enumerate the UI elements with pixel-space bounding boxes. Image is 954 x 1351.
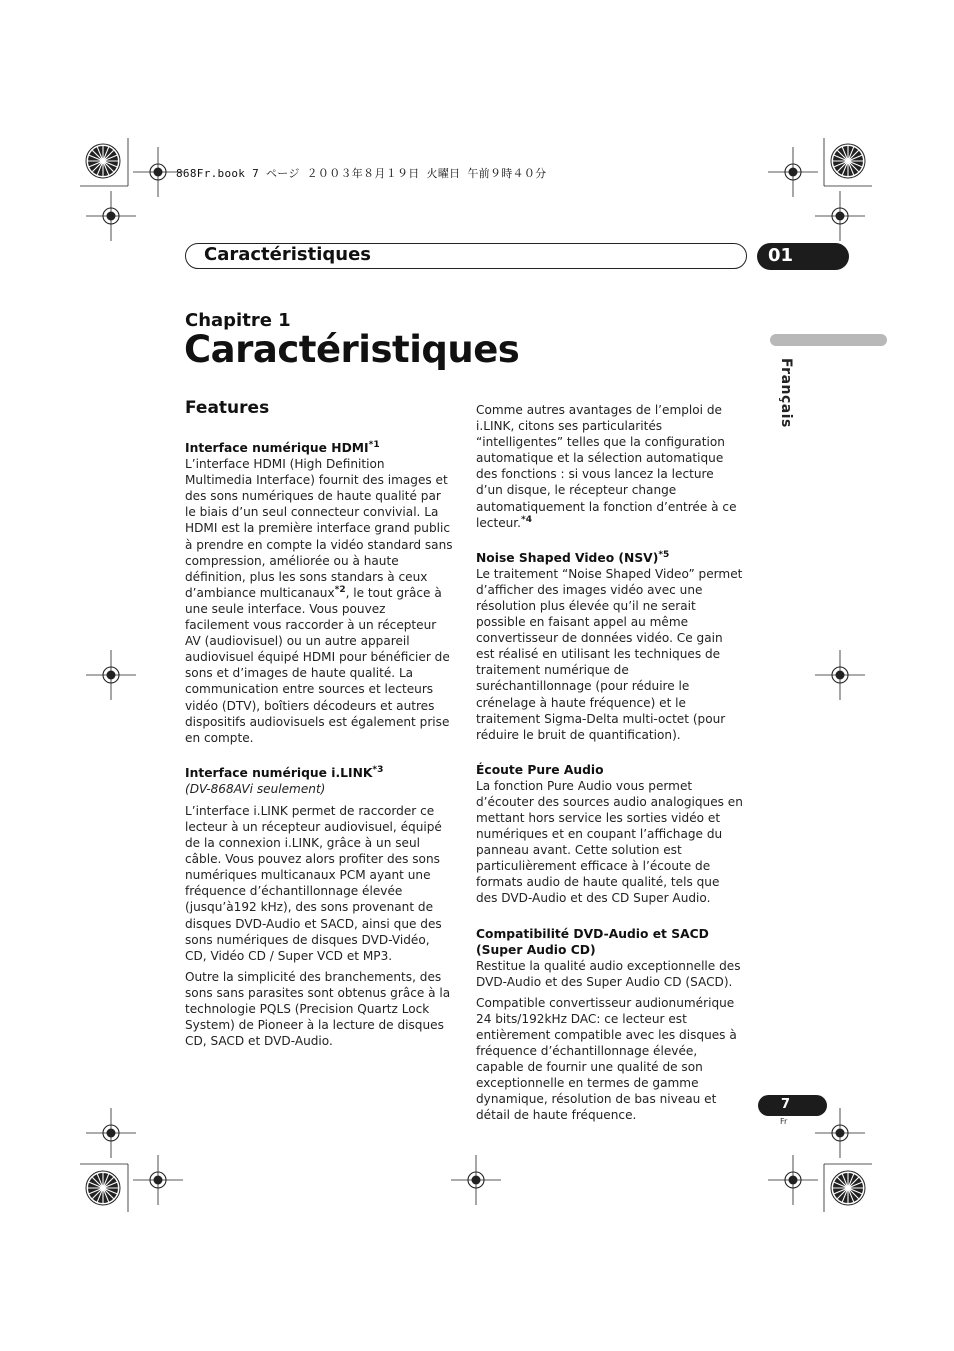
language-tab-bar bbox=[770, 334, 887, 346]
page-number-badge bbox=[758, 1095, 827, 1116]
nsv-heading: Noise Shaped Video (NSV)$^{*5}$ bbox=[476, 549, 670, 565]
ilink-model-note: (DV-868AVi seulement) bbox=[185, 781, 326, 796]
chapter-label: Chapitre 1 bbox=[185, 310, 291, 331]
language-tab-label: Français bbox=[778, 358, 794, 428]
sacd-paragraph-1: Restitue la qualité audio exceptionnelle des DVD-Audio et des Super Audio CD (SACD). bbox=[476, 958, 741, 989]
page-title: Caractéristiques bbox=[184, 328, 520, 371]
hdmi-paragraph: L’interface HDMI (High Definition Multimedia Interface) fournit des images et des sons numériques de haute qualité par le biais d’un seul connecteur convivial. La HDMI est la première interface grand public à prendre en compte la vidéo standard sans compression, améliorée ou à haute définition, plus les sons standars à ceux d’ambiance multicanaux$^{*2}$, le tout grâce à une seule interface. Vous pouvez facilement vous raccorder à un récepteur AV (audiovisuel) ou un autre appareil audiovisuel équipé HDMI pour bénéficier de sons et d’images de haute qualité. La communication entre sources et lecteurs vidéo (DTV), boîtiers décodeurs et autres dispositifs audiovisuels est également prise en compte. bbox=[185, 457, 453, 745]
nsv-paragraph: Le traitement “Noise Shaped Video” permet d’afficher des images vidéo avec une résolution plus élevée qu’il ne serait possible en faisant appel au même convertisseur de données vidéo. Ce gain est réalisé en utilisant les techniques de traitement numérique de suréchantillonnage (pour réduire le crénelage à haute fréquence) et le traitement Sigma-Delta multi-octet (pour réduire le bruit de quantification). bbox=[476, 566, 743, 742]
sacd-heading: Compatibilité DVD-Audio et SACD (Super Audio CD) bbox=[476, 926, 709, 957]
ilink-heading: Interface numérique i.LINK$^{*3}$ bbox=[185, 764, 384, 780]
running-header-title: Caractéristiques bbox=[204, 244, 372, 265]
right-column bbox=[476, 402, 744, 1128]
section-heading: Features bbox=[185, 398, 270, 418]
left-column bbox=[185, 400, 453, 1054]
ilink-paragraph-3: Comme autres avantages de l’emploi de i.LINK, citons ses particularités “intelligentes” telles que la configuration automatique et la sélection automatique des fonctions : si vous lancez la lecture d’un disque, le récepteur change automatiquement la fonction d’entrée à ce lecteur.$^{*4}$ bbox=[476, 403, 737, 530]
pure-audio-paragraph: La fonction Pure Audio vous permet d’écouter des sources audio analogiques en mettant hors service les sorties vidéo et numériques et en coupant l’affichage du panneau avant. Cette solution est particulièrement efficace à l’écoute de formats audio de haute qualité, tels que des DVD-Audio et des CD Super Audio. bbox=[476, 778, 743, 906]
ilink-paragraph-2: Outre la simplicité des branchements, des sons sans parasites sont obtenus grâce à la technologie PQLS (Precision Quartz Lock System) de Pioneer à la lecture de disques CD, SACD et DVD-Audio. bbox=[185, 969, 451, 1049]
sacd-paragraph-2: Compatible convertisseur audionumérique 24 bits/192kHz DAC: ce lecteur est entièrement compatible avec les disques à fréquence d’échantillonnage élevée, capable de fournir une qualité de son exceptionnelle en termes de gamme dynamique, résolution de bas niveau et détail de haute fréquence. bbox=[476, 995, 737, 1123]
page-language-code: Fr bbox=[780, 1117, 788, 1126]
pure-audio-heading: Écoute Pure Audio bbox=[476, 762, 604, 777]
print-header: 868Fr.book 7 ページ ２００３年８月１９日 火曜日 午前９時４０分 bbox=[176, 167, 547, 180]
page-number: 7 bbox=[781, 1097, 791, 1112]
chapter-number: 01 bbox=[768, 245, 794, 266]
hdmi-heading: Interface numérique HDMI$^{*1}$ bbox=[185, 440, 380, 456]
ilink-paragraph-1: L’interface i.LINK permet de raccorder ce lecteur à un récepteur audiovisuel, équipé de la connexion i.LINK, grâce à un seul câble. Vous pouvez alors profiter des sons numériques multicanaux PCM ayant une fréquence d’échantillonnage élevée (jusqu’à192 kHz), des sons provenant de disques DVD-Audio et SACD, ainsi que des sons numériques de disques DVD-Vidéo, CD, Vidéo CD / Super VCD et MP3. bbox=[185, 803, 442, 963]
